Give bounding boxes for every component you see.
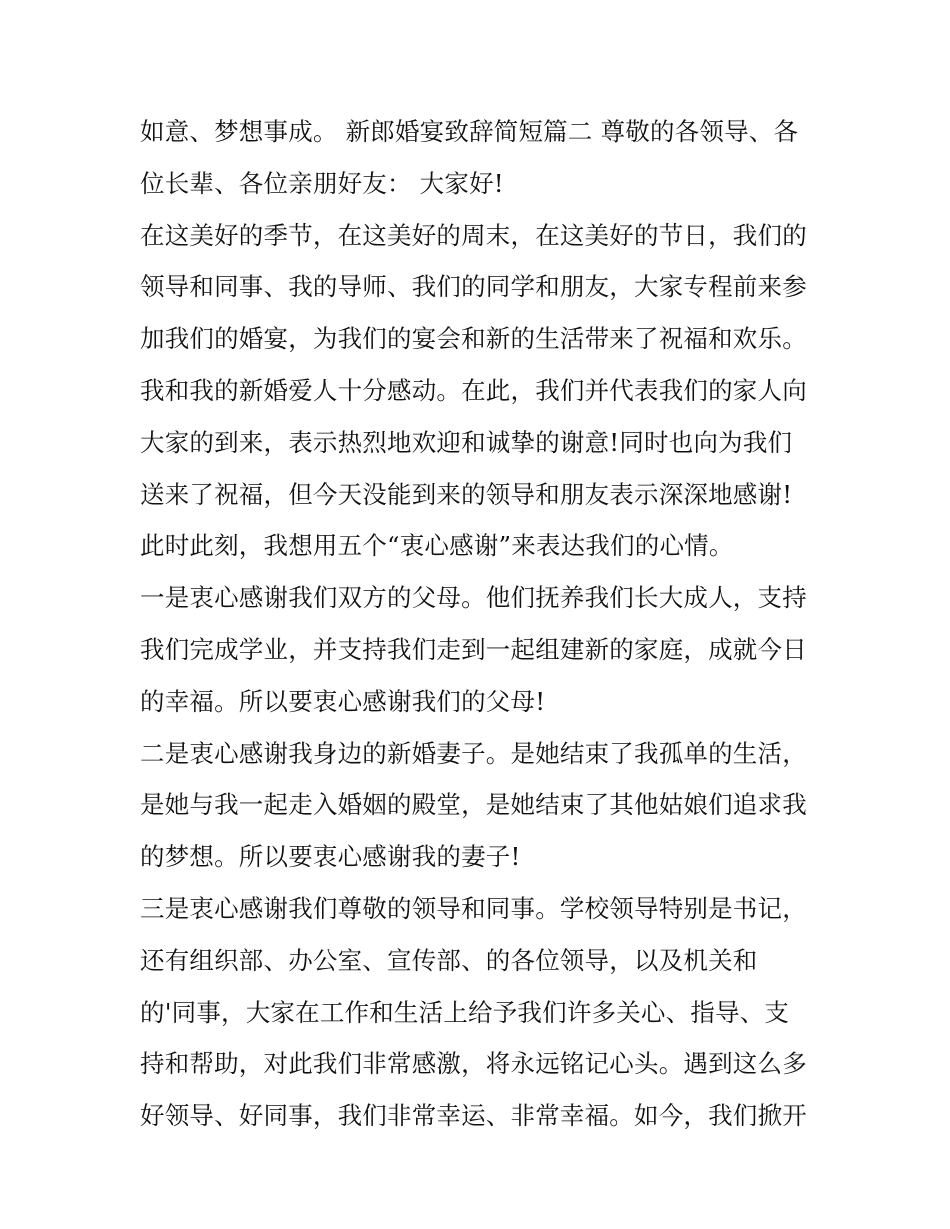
document-body [140, 106, 830, 1142]
text-line: 领导和同事、我的导师、我们的同学和朋友，大家专程前来参 [140, 272, 807, 302]
text-line: 是她与我一起走入婚姻的殿堂，是她结束了其他姑娘们追求我 [140, 790, 807, 820]
text-line: 位长辈、各位亲朋好友： 大家好! [140, 168, 504, 198]
text-line: 大家的到来，表示热烈地欢迎和诚挚的谢意!同时也向为我们 [140, 427, 793, 457]
text-line: 此时此刻，我想用五个“衷心感谢”来表达我们的心情。 [140, 531, 734, 561]
text-line: 在这美好的季节，在这美好的周末，在这美好的节日，我们的 [140, 220, 807, 250]
text-line: 送来了祝福，但今天没能到来的领导和朋友表示深深地感谢! [140, 479, 793, 509]
text-line: 好领导、好同事，我们非常幸运、非常幸福。如今，我们掀开 [140, 1101, 807, 1131]
text-line: 三是衷心感谢我们尊敬的领导和同事。学校领导特别是书记， [140, 893, 807, 923]
text-line: 一是衷心感谢我们双方的父母。他们抚养我们长大成人，支持 [140, 583, 807, 613]
text-line: 如意、梦想事成。 新郎婚宴致辞简短篇二 尊敬的各领导、各 [140, 117, 799, 146]
text-line: 的梦想。所以要衷心感谢我的妻子! [140, 842, 521, 872]
text-line: 持和帮助，对此我们非常感激，将永远铭记心头。遇到这么多 [140, 1049, 807, 1079]
text-line: 还有组织部、办公室、宣传部、的各位领导，以及机关和 [140, 945, 758, 975]
text-line: 二是衷心感谢我身边的新婚妻子。是她结束了我孤单的生活， [140, 738, 807, 768]
text-line: 的'同事，大家在工作和生活上给予我们许多关心、指导、支 [140, 997, 790, 1027]
text-line: 我们完成学业，并支持我们走到一起组建新的家庭，成就今日 [140, 634, 807, 664]
text-line: 加我们的婚宴，为我们的宴会和新的生活带来了祝福和欢乐。 [140, 324, 807, 354]
text-line: 我和我的新婚爱人十分感动。在此，我们并代表我们的家人向 [140, 375, 807, 405]
text-line: 的幸福。所以要衷心感谢我们的父母! [140, 686, 546, 716]
